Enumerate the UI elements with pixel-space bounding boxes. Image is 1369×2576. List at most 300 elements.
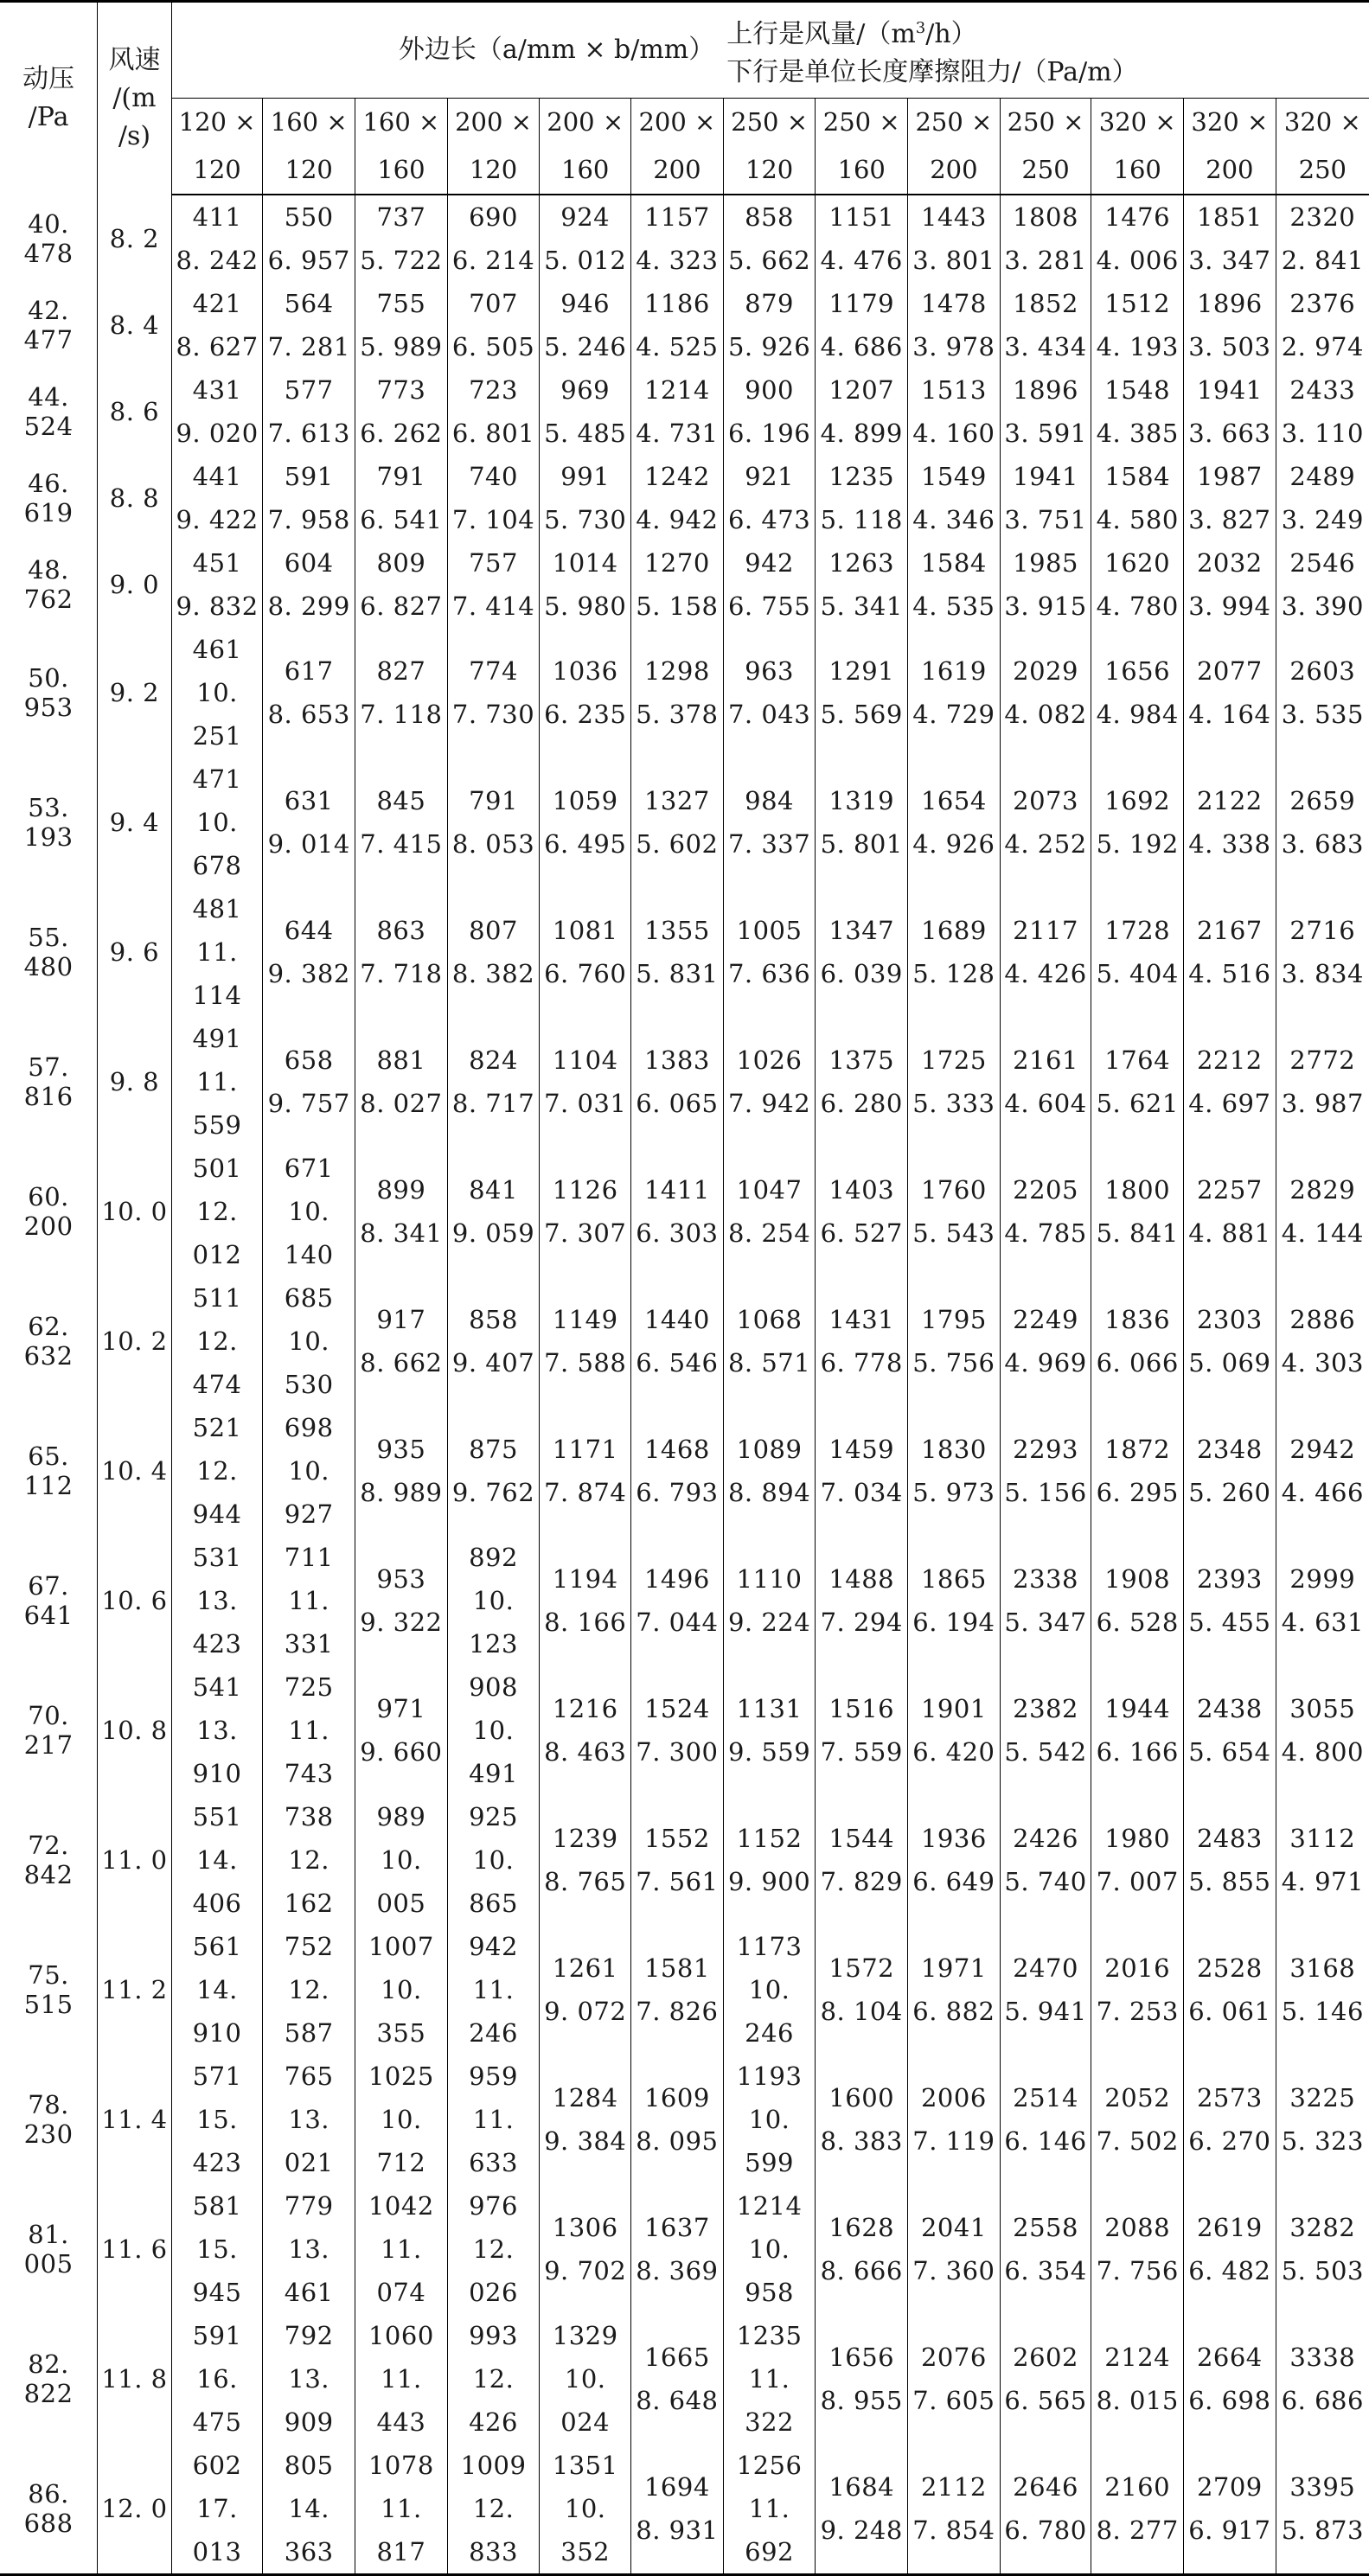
friction-value: 4. 476 [820,246,903,275]
value-cell [1184,2444,1276,2575]
friction-value: 9. 702 [544,2256,627,2285]
friction-value: 3. 978 [912,332,995,361]
friction-value: 15. 423 [192,2105,242,2177]
airflow-value: 2646 [1013,2472,1078,2502]
friction-value: 6. 065 [636,1089,719,1118]
airflow-value: 921 [745,462,794,491]
velocity-cell: 9. 2 [98,628,172,757]
friction-value: 15. 945 [192,2234,242,2307]
value-cell [631,455,724,541]
airflow-value: 858 [469,1305,518,1334]
value-cell [908,1147,1001,1276]
friction-value: 3. 503 [1188,332,1271,361]
friction-value: 9. 422 [176,505,259,534]
airflow-value: 1291 [828,656,895,686]
value-cell [1000,541,1091,628]
friction-value: 5. 347 [1004,1608,1087,1637]
value-cell [1276,282,1369,368]
value-cell [263,887,355,1017]
airflow-value: 2076 [920,2343,987,2372]
airflow-value: 1808 [1013,202,1078,232]
airflow-value: 1214 [643,375,710,405]
value-cell [171,195,263,282]
airflow-value: 1584 [920,548,987,578]
column-header-a: 200 × [638,107,716,137]
airflow-value: 2338 [1013,1564,1078,1594]
airflow-value: 953 [376,1564,426,1594]
velocity-cell: 11. 8 [98,2314,172,2444]
friction-value: 9. 248 [820,2515,903,2545]
value-cell [540,887,631,1017]
row-legend [723,2,1369,99]
friction-value: 7. 561 [636,1867,719,1896]
table-row [0,1276,1369,1406]
airflow-value: 1544 [828,1824,895,1853]
airflow-value: 1908 [1104,1564,1171,1594]
airflow-value: 1694 [643,2472,710,2502]
friction-value: 7. 502 [1096,2126,1179,2156]
friction-value: 6. 527 [820,1218,903,1248]
airflow-value: 690 [469,202,518,232]
velocity-unit-1: /(m [112,83,157,113]
column-header [1091,99,1184,195]
value-cell [1276,757,1369,887]
friction-value: 6. 420 [912,1737,995,1767]
column-header [723,99,816,195]
friction-value: 6. 166 [1096,1737,1179,1767]
airflow-value: 1026 [736,1045,803,1075]
friction-value: 7. 119 [912,2126,995,2156]
dynamic-pressure-cell: 50. 953 [0,628,98,757]
friction-value: 7. 942 [727,1089,811,1118]
friction-value: 9. 072 [544,1997,627,2026]
value-cell [355,2314,448,2444]
table-row [0,1665,1369,1795]
friction-value: 2. 841 [1281,246,1364,275]
value-cell [1000,887,1091,1017]
friction-value: 8. 369 [636,2256,719,2285]
value-cell [1091,628,1184,757]
airflow-value: 993 [469,2321,518,2350]
value-cell [908,541,1001,628]
airflow-value: 1126 [552,1175,618,1205]
value-cell [908,1406,1001,1536]
value-cell [816,2314,908,2444]
column-header-b: 160 [837,155,886,184]
value-cell [816,282,908,368]
airflow-value: 2483 [1196,1824,1263,1853]
value-cell [908,2184,1001,2314]
airflow-value: 1572 [828,1953,895,1983]
airflow-value: 1656 [828,2343,895,2372]
value-cell [631,1536,724,1665]
friction-value: 4. 984 [1096,700,1179,729]
value-cell [540,1406,631,1536]
airflow-value: 2664 [1196,2343,1263,2372]
airflow-value: 2029 [1013,656,1078,686]
airflow-value: 925 [469,1802,518,1831]
airflow-value: 900 [745,375,794,405]
value-cell [447,1665,540,1795]
airflow-value: 824 [469,1045,518,1075]
friction-value: 3. 994 [1188,591,1271,621]
value-cell [263,757,355,887]
value-cell [1184,2314,1276,2444]
friction-value: 6. 235 [544,700,627,729]
friction-value: 10. 352 [560,2494,611,2566]
airflow-value: 1896 [1013,375,1078,405]
friction-value: 14. 406 [192,1845,242,1918]
column-header [263,99,355,195]
value-cell [908,1276,1001,1406]
airflow-value: 1548 [1104,375,1171,405]
value-cell [1184,1406,1276,1536]
friction-value: 8. 662 [360,1348,443,1377]
value-cell [1091,2184,1184,2314]
friction-value: 5. 602 [636,829,719,859]
dynamic-pressure-unit: /Pa [28,102,69,132]
value-cell [1000,2314,1091,2444]
column-header-a: 320 × [1098,107,1176,137]
value-cell [1276,1276,1369,1406]
airflow-value: 1263 [828,548,895,578]
airflow-value: 924 [560,202,611,232]
value-cell [355,1017,448,1147]
airflow-value: 1654 [920,786,987,815]
airflow-value: 1872 [1104,1435,1171,1464]
airflow-value: 1524 [643,1694,710,1723]
friction-value: 9. 660 [360,1737,443,1767]
friction-value: 4. 006 [1096,246,1179,275]
value-cell [908,455,1001,541]
value-cell [1000,1925,1091,2055]
friction-value: 11. 246 [469,1975,518,2048]
value-cell [631,1017,724,1147]
value-cell [908,1017,1001,1147]
friction-value: 8. 166 [544,1608,627,1637]
friction-value: 5. 926 [727,332,811,361]
airflow-value: 1901 [920,1694,987,1723]
value-cell [447,628,540,757]
airflow-value: 707 [469,289,518,318]
airflow-value: 991 [560,462,611,491]
airflow-value: 807 [469,916,518,945]
airflow-value: 2603 [1289,656,1356,686]
velocity-cell: 9. 4 [98,757,172,887]
airflow-value: 1179 [828,289,895,318]
value-cell [723,2184,816,2314]
airflow-value: 1214 [736,2191,803,2221]
friction-value: 3. 434 [1004,332,1087,361]
friction-value: 5. 543 [912,1218,995,1248]
value-cell [1091,887,1184,1017]
airflow-value: 1375 [828,1045,895,1075]
value-cell [631,195,724,282]
velocity-cell: 10. 8 [98,1665,172,1795]
friction-value: 9. 832 [176,591,259,621]
airflow-value: 1036 [552,656,618,686]
friction-value: 6. 565 [1004,2386,1087,2415]
airflow-value: 3112 [1289,1824,1356,1853]
airflow-value: 1728 [1104,916,1171,945]
value-cell [631,1406,724,1536]
airflow-value: 2117 [1013,916,1078,945]
value-cell [171,368,263,455]
friction-value: 7. 718 [360,959,443,988]
friction-value: 4. 426 [1004,959,1087,988]
airflow-value: 2528 [1196,1953,1263,1983]
airflow-value: 2489 [1289,462,1356,491]
table-row [0,282,1369,368]
value-cell [447,2184,540,2314]
friction-value: 4. 686 [820,332,903,361]
airflow-value: 917 [376,1305,426,1334]
value-cell [723,2444,816,2575]
friction-value: 8. 383 [820,2126,903,2156]
friction-value: 8. 095 [636,2126,719,2156]
value-cell [1276,2314,1369,2444]
airflow-value: 1830 [920,1435,987,1464]
friction-value: 7. 636 [727,959,811,988]
value-cell [263,195,355,282]
table-row [0,195,1369,282]
column-header-b: 200 [653,155,701,184]
friction-value: 7. 588 [544,1348,627,1377]
airflow-value: 1459 [828,1435,895,1464]
value-cell [540,1665,631,1795]
friction-value: 6. 755 [727,591,811,621]
airflow-value: 441 [192,462,242,491]
value-cell [1276,1925,1369,2055]
friction-value: 6. 778 [820,1348,903,1377]
friction-value: 8. 765 [544,1867,627,1896]
value-cell [723,628,816,757]
column-header-a: 320 × [1283,107,1361,137]
value-cell [447,1925,540,2055]
friction-value: 7. 559 [820,1737,903,1767]
value-cell [540,195,631,282]
velocity-cell: 11. 2 [98,1925,172,2055]
value-cell [1000,1795,1091,1925]
airflow-value: 1319 [828,786,895,815]
friction-value: 14. 910 [192,1975,242,2048]
value-cell [355,1276,448,1406]
friction-value: 9. 757 [267,1089,350,1118]
value-cell [1000,2184,1091,2314]
friction-value: 8. 989 [360,1478,443,1507]
value-cell [908,195,1001,282]
airflow-value: 2167 [1196,916,1263,945]
friction-value: 5. 156 [1004,1478,1087,1507]
value-cell [631,1925,724,2055]
friction-value: 6. 528 [1096,1608,1179,1637]
airflow-value: 617 [284,656,334,686]
value-cell [1184,541,1276,628]
velocity-cell: 10. 6 [98,1536,172,1665]
friction-value: 6. 505 [451,332,535,361]
value-cell [631,1665,724,1795]
table-row [0,1017,1369,1147]
value-cell [631,628,724,757]
value-cell [1184,2184,1276,2314]
airflow-value: 1440 [643,1305,710,1334]
value-cell [631,2314,724,2444]
airflow-value: 1025 [368,2061,434,2091]
friction-value: 5. 260 [1188,1478,1271,1507]
value-cell [447,2055,540,2184]
friction-value: 5. 192 [1096,829,1179,859]
column-header-b: 120 [469,155,518,184]
friction-value: 6. 473 [727,505,811,534]
friction-value: 8. 277 [1096,2515,1179,2545]
airflow-value: 752 [284,1932,334,1961]
airflow-value: 1478 [920,289,987,318]
airflow-value: 791 [469,786,518,815]
airflow-value: 2514 [1013,2083,1078,2113]
friction-value: 7. 360 [912,2256,995,2285]
airflow-value: 1584 [1104,462,1171,491]
value-cell [263,1276,355,1406]
friction-value: 11. 322 [745,2364,794,2437]
friction-value: 7. 958 [267,505,350,534]
table-row [0,2314,1369,2444]
value-cell [1184,368,1276,455]
friction-value: 4. 164 [1188,700,1271,729]
friction-value: 4. 252 [1004,829,1087,859]
value-cell [447,195,540,282]
airflow-value: 471 [192,764,242,794]
friction-value: 4. 303 [1281,1348,1364,1377]
friction-value: 6. 649 [912,1867,995,1896]
airflow-value: 2772 [1289,1045,1356,1075]
friction-value: 5. 941 [1004,1997,1087,2026]
column-header-a: 200 × [455,107,532,137]
airflow-value: 1516 [828,1694,895,1723]
column-header-b: 160 [1113,155,1161,184]
airflow-value: 1284 [552,2083,618,2113]
airflow-value: 1060 [368,2321,434,2350]
airflow-value: 2077 [1196,656,1263,686]
column-header-b: 120 [745,155,794,184]
airflow-value: 1944 [1104,1694,1171,1723]
value-cell [723,195,816,282]
airflow-value: 658 [284,1045,334,1075]
table-row [0,1925,1369,2055]
value-cell [263,2055,355,2184]
airflow-value: 946 [560,289,611,318]
column-header-a: 250 × [822,107,900,137]
value-cell [263,1147,355,1276]
value-cell [1000,455,1091,541]
column-header-a: 160 × [362,107,440,137]
value-cell [447,1406,540,1536]
friction-value: 7. 007 [1096,1867,1179,1896]
airflow-value: 2320 [1289,202,1356,232]
value-cell [631,541,724,628]
velocity-header [98,2,172,195]
friction-value: 12. 162 [284,1845,334,1918]
friction-value: 6. 957 [267,246,350,275]
value-cell [816,2055,908,2184]
value-cell [1184,757,1276,887]
value-cell [540,455,631,541]
friction-value: 6. 546 [636,1348,719,1377]
friction-value: 13. 910 [192,1716,242,1788]
airflow-value: 1089 [736,1435,803,1464]
value-cell [355,2184,448,2314]
friction-value: 6. 793 [636,1478,719,1507]
friction-value: 11. 817 [376,2494,426,2566]
friction-value: 9. 014 [267,829,350,859]
friction-value: 8. 571 [727,1348,811,1377]
friction-value: 10. 123 [469,1586,518,1659]
value-cell [1091,2314,1184,2444]
airflow-value: 755 [376,289,426,318]
value-cell [723,1536,816,1665]
friction-value: 3. 915 [1004,591,1087,621]
dynamic-pressure-label: 动压 [22,64,75,94]
value-cell [816,628,908,757]
value-cell [631,2055,724,2184]
airflow-value: 959 [469,2061,518,2091]
dynamic-pressure-cell: 65. 112 [0,1406,98,1536]
airflow-value: 2426 [1013,1824,1078,1853]
value-cell [447,541,540,628]
friction-value: 3. 110 [1281,419,1364,448]
friction-value: 6. 061 [1188,1997,1271,2026]
value-cell [908,368,1001,455]
value-cell [540,368,631,455]
value-cell [540,282,631,368]
friction-value: 10. 024 [560,2364,611,2437]
friction-value: 6. 495 [544,829,627,859]
friction-value: 7. 605 [912,2386,995,2415]
airflow-value: 2212 [1196,1045,1263,1075]
friction-value: 11. 633 [469,2105,518,2177]
velocity-cell: 8. 8 [98,455,172,541]
column-header [1184,99,1276,195]
value-cell [908,1925,1001,2055]
airflow-value: 1836 [1104,1305,1171,1334]
airflow-value: 881 [376,1045,426,1075]
value-cell [171,1536,263,1665]
value-cell [355,757,448,887]
friction-value: 7. 730 [451,700,535,729]
friction-value: 13. 461 [284,2234,334,2307]
friction-value: 8. 463 [544,1737,627,1767]
friction-value: 9. 322 [360,1608,443,1637]
airflow-value: 971 [376,1694,426,1723]
dynamic-pressure-cell: 72. 842 [0,1795,98,1925]
airflow-value: 1431 [828,1305,895,1334]
value-cell [1000,1406,1091,1536]
value-cell [816,541,908,628]
value-cell [447,1795,540,1925]
velocity-cell: 8. 4 [98,282,172,368]
dynamic-pressure-cell: 70. 217 [0,1665,98,1795]
value-cell [816,1276,908,1406]
airflow-value: 779 [284,2191,334,2221]
friction-value: 4. 780 [1096,591,1179,621]
velocity-cell: 12. 0 [98,2444,172,2575]
friction-value: 7. 034 [820,1478,903,1507]
airflow-value: 1009 [460,2451,527,2480]
value-cell [540,1017,631,1147]
friction-value: 4. 144 [1281,1218,1364,1248]
friction-value: 5. 455 [1188,1608,1271,1637]
airflow-value: 1157 [643,202,710,232]
value-cell [355,887,448,1017]
